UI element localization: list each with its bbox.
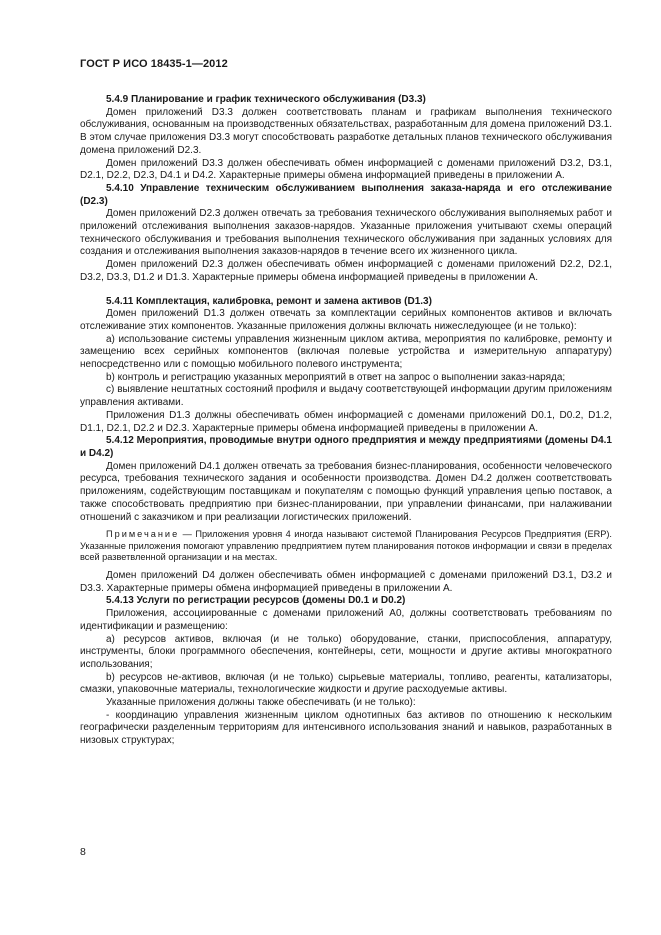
body-paragraph: Указанные приложения должны также обеспечивать (и не только): (106, 697, 416, 709)
note-text: — Приложения уровня 4 иногда называют системой Планирования Ресурсов Предприятия (ERP). Указанные приложения помогают управлению предприятием путем планирования потоков информации и связи в пределах всей разветвленной организации и на местах. (80, 529, 612, 563)
body-paragraph: - координацию управления жизненным циклом однотипных баз активов по отношению к нескольким географически разделенным территориям для интенсивного использования знаний и навыков, разработанных в низовых структурах; (80, 709, 612, 747)
body-paragraph: а) ресурсов активов, включая (и не только) оборудование, станки, приспособления, аппаратуру, инструменты, блоки программного обеспечения, контейнеры, сети, мощности и другие активы многократного использования; (80, 633, 612, 670)
body-paragraph: с) выявление нештатных состояний профиля и выдачу соответствующей информации другим приложениям управления активами. (80, 384, 612, 409)
body-paragraph: b) контроль и регистрацию указанных мероприятий в ответ на запрос о выполнении заказ-наряда; (106, 371, 566, 383)
body-paragraph: Домен приложений D3.3 должен обеспечивать обмен информацией с доменами приложений D3.2, D3.1, D2.1, D2.2, D2.3, D4.1 и D4.2. Характерные примеры обмена информацией приведены в приложении А. (80, 157, 612, 182)
body-paragraph: Домен приложений D2.3 должен отвечать за требования технического обслуживания выполняемых работ и приложений отслеживания выполнения заказов-нарядов. Указанные приложения учитывают схемы операций технического обслуживания и требования выполнения технического обслуживания при заданных условиях для создания и отслеживания выполнения заказов-нарядов в течение всего их жизненного цикла. (80, 208, 612, 258)
body-paragraph: Приложения, ассоциированные с доменами приложений А0, должны соответствовать требованиям по идентификации и размещению: (80, 608, 612, 632)
body-paragraph: Домен приложений D4 должен обеспечивать обмен информацией с доменами приложений D3.1, D3.2 и D3.3. Характерные примеры обмена информацией приведены в приложении А. (80, 569, 612, 594)
section-heading: 5.4.9 Планирование и график технического обслуживания (D3.3) (106, 94, 426, 105)
body-paragraph: Домен приложений D3.3 должен соответствовать планам и графикам выполнения технического обслуживания, основанным на производственных обязательствах, разработанным для домена приложений D3.1. В этом случае приложения D3.3 могут способствовать разработке детальных планов технического обслуживания домена приложений D2.3. (80, 106, 612, 156)
document-body (80, 94, 612, 748)
section-heading: 5.4.12 Мероприятия, проводимые внутри одного предприятия и между предприятиями (домены D4.1 и D4.2) (80, 435, 612, 459)
body-paragraph: Домен приложений D4.1 должен отвечать за требования бизнес-планирования, особенности человеческого ресурса, требования технического задания и особенности производства. Домен D4.2 должен соответствовать приложениям, содействующим поставщикам и покупателям с помощью функций управления цепью поставок, а также способствовать предприятию при бизнес-планировании, при управлении финансами, при налаживании отношений с заказчиком и при реализации логистических приложений. (80, 460, 612, 523)
body-paragraph: Домен приложений D1.3 должен отвечать за комплектации серийных компонентов активов и включать отслеживание этих компонентов. Указанные приложения должны включать нижеследующее (и не только): (80, 308, 612, 332)
body-paragraph: Приложения D1.3 должны обеспечивать обмен информацией с доменами приложений D0.1, D0.2, D1.2, D1.1, D2.1, D2.2 и D2.3. Характерные примеры обмена информацией приведены в приложении А. (80, 409, 612, 434)
section-heading: 5.4.13 Услуги по регистрации ресурсов (домены D0.1 и D0.2) (106, 595, 406, 607)
page-number: 8 (80, 846, 86, 858)
body-paragraph: Домен приложений D2.3 должен обеспечивать обмен информацией с доменами приложений D2.2, D2.1, D3.2, D3.3, D1.2 и D1.3. Характерные примеры обмена информацией приведены в приложении А. (80, 259, 612, 283)
section-heading: 5.4.11 Комплектация, калибровка, ремонт и замена активов (D1.3) (106, 295, 432, 307)
body-paragraph: а) использование системы управления жизненным циклом актива, мероприятия по калибровке, ремонту и замещению всех серийных компонентов (включая полевые устройства и измерительную аппаратуру) непосредственно или с помощью мобильного полевого инструмента; (80, 333, 612, 371)
body-paragraph: b) ресурсов не-активов, включая (и не только) сырьевые материалы, топливо, реагенты, катализаторы, смазки, упаковочные материалы, технологические жидкости и другие расходуемые активы. (80, 671, 612, 696)
note-label: Примечание (106, 529, 180, 540)
section-heading: 5.4.10 Управление техническим обслуживанием выполнения заказа-наряда и его отслеживание (D2.3) (80, 182, 612, 207)
note-paragraph (80, 529, 612, 564)
document-header: ГОСТ Р ИСО 18435-1—2012 (80, 58, 228, 70)
